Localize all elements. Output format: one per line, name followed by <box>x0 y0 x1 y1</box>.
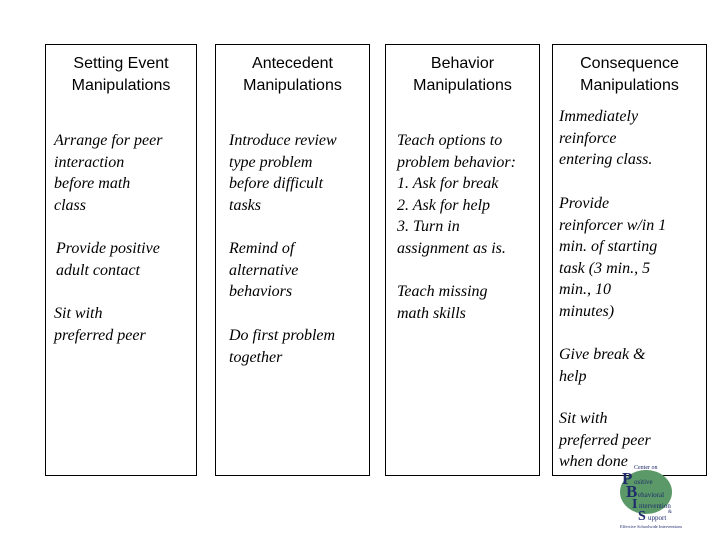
logo-word-positive: ositive <box>634 478 653 486</box>
pbis-logo <box>614 462 716 530</box>
logo-ampersand: & <box>668 510 672 515</box>
logo-letter-p: P <box>622 469 633 488</box>
list-item: Sit with preferred peer <box>54 305 146 344</box>
column-header: Consequence Manipulations <box>580 55 679 94</box>
logo-word-intervention: ntervention <box>639 502 671 510</box>
logo-letter-b: B <box>626 482 638 501</box>
list-item: Provide reinforcer w/in 1 min. of starting task (3 min., 5 min., 10 minutes) <box>559 195 667 320</box>
logo-tagline: Effective Schoolwide Interventions <box>620 524 683 529</box>
logo-word-behavioral: ehavioral <box>638 491 665 499</box>
list-item: Remind of alternative behaviors <box>229 240 299 301</box>
logo-letter-i: I <box>632 497 638 512</box>
list-item: Immediately reinforce entering class. <box>559 108 653 169</box>
column-header: Behavior Manipulations <box>413 55 512 94</box>
column-header: Antecedent Manipulations <box>243 55 342 94</box>
list-item: Sit with preferred peer when done <box>559 410 651 471</box>
column-behavior <box>385 44 540 476</box>
list-item: Arrange for peer interaction before math class <box>54 132 163 214</box>
list-item: Teach options to problem behavior: 1. Ask for break 2. Ask for help 3. Turn in assignment as is. <box>397 132 516 257</box>
column-header: Setting Event Manipulations <box>71 55 171 94</box>
logo-word-support: upport <box>648 514 667 522</box>
list-item: Introduce review type problem before difficult tasks <box>229 132 337 214</box>
list-item: Provide positive adult contact <box>56 240 160 279</box>
logo-letter-s: S <box>638 509 646 524</box>
logo-center-text: Center on <box>634 465 658 471</box>
list-item: Teach missing math skills <box>397 283 488 322</box>
list-item: Do first problem together <box>229 327 336 366</box>
list-item: Give break & help <box>559 346 646 385</box>
